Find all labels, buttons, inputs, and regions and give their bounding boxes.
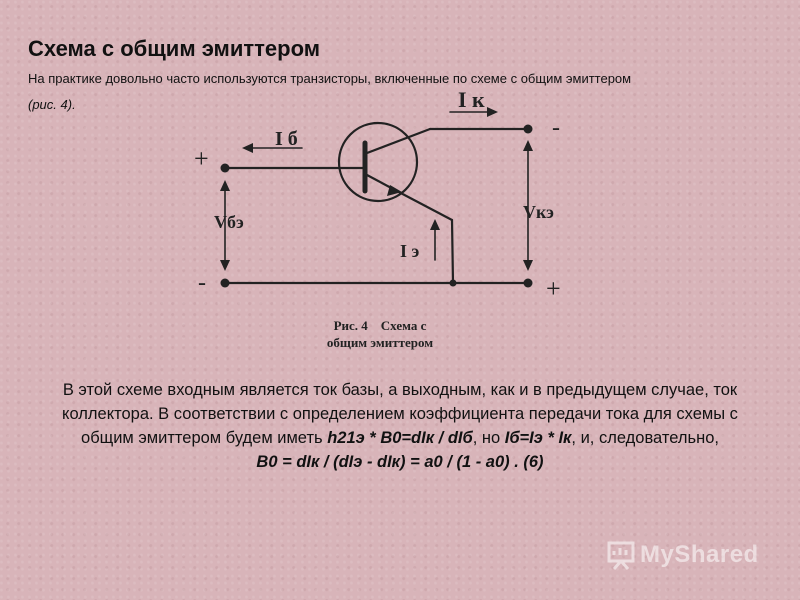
- label-ik: I к: [458, 87, 485, 112]
- emitter-node: [450, 280, 457, 287]
- body-paragraph: [40, 378, 760, 474]
- circuit-figure: [190, 85, 590, 360]
- body-text-plain: В этой схеме входным является ток базы, а выходным, как и в предыдущем случае, ток коллектора. В соответствии с определением коэффициента передачи тока для схемы с общим эмиттером будем иметь: [62, 381, 738, 447]
- terminal-ground-right: [524, 279, 533, 288]
- terminal-ground-left: [221, 279, 230, 288]
- myshared-logo: [606, 538, 759, 572]
- label-minus-right: -: [552, 115, 560, 141]
- terminal-collector: [524, 125, 533, 134]
- figure-caption-line1: Рис. 4 Схема с: [333, 318, 427, 333]
- figure-caption-line2: общим эмиттером: [326, 335, 434, 350]
- transistor-body: [339, 123, 417, 201]
- formula-h21: h21э * B0=dIк / dIб: [327, 429, 473, 447]
- emitter-to-node: [395, 190, 452, 220]
- body-text-mid: , но: [472, 429, 505, 447]
- terminal-base: [221, 164, 230, 173]
- ib-arrowhead: [242, 143, 253, 153]
- label-ie: I э: [400, 241, 420, 261]
- vke-arrowhead-top: [523, 140, 533, 151]
- body-text-end: , и, следовательно,: [571, 429, 719, 447]
- vbe-arrowhead-bottom: [220, 260, 230, 271]
- label-vke: Vкэ: [523, 202, 554, 222]
- label-plus-right: +: [546, 274, 561, 303]
- vbe-arrowhead-top: [220, 180, 230, 191]
- formula-ib: Iб=Iэ * Iк: [504, 429, 572, 447]
- figure-caption: [295, 317, 465, 351]
- intro-main: На практике довольно часто используются транзисторы, включенные по схеме с общим эмиттером: [28, 71, 632, 86]
- presentation-icon: [606, 539, 640, 571]
- label-minus-left: -: [198, 270, 206, 296]
- label-vbe: Vбэ: [214, 212, 244, 232]
- label-plus-left: +: [194, 144, 209, 173]
- logo-text: MyShared: [640, 541, 759, 568]
- figure-reference: (рис. 4).: [28, 97, 76, 112]
- ie-arrowhead: [430, 219, 440, 230]
- ik-arrowhead: [487, 107, 498, 117]
- emitter-down-wire: [452, 220, 453, 283]
- formula-b0: B0 = dIк / (dIэ - dIк) = a0 / (1 - a0) . (6): [256, 453, 544, 471]
- vke-arrowhead-bottom: [523, 260, 533, 271]
- label-ib: I б: [275, 128, 298, 150]
- collector-lead: [367, 129, 430, 153]
- slide-title: Схема с общим эмиттером: [28, 36, 321, 61]
